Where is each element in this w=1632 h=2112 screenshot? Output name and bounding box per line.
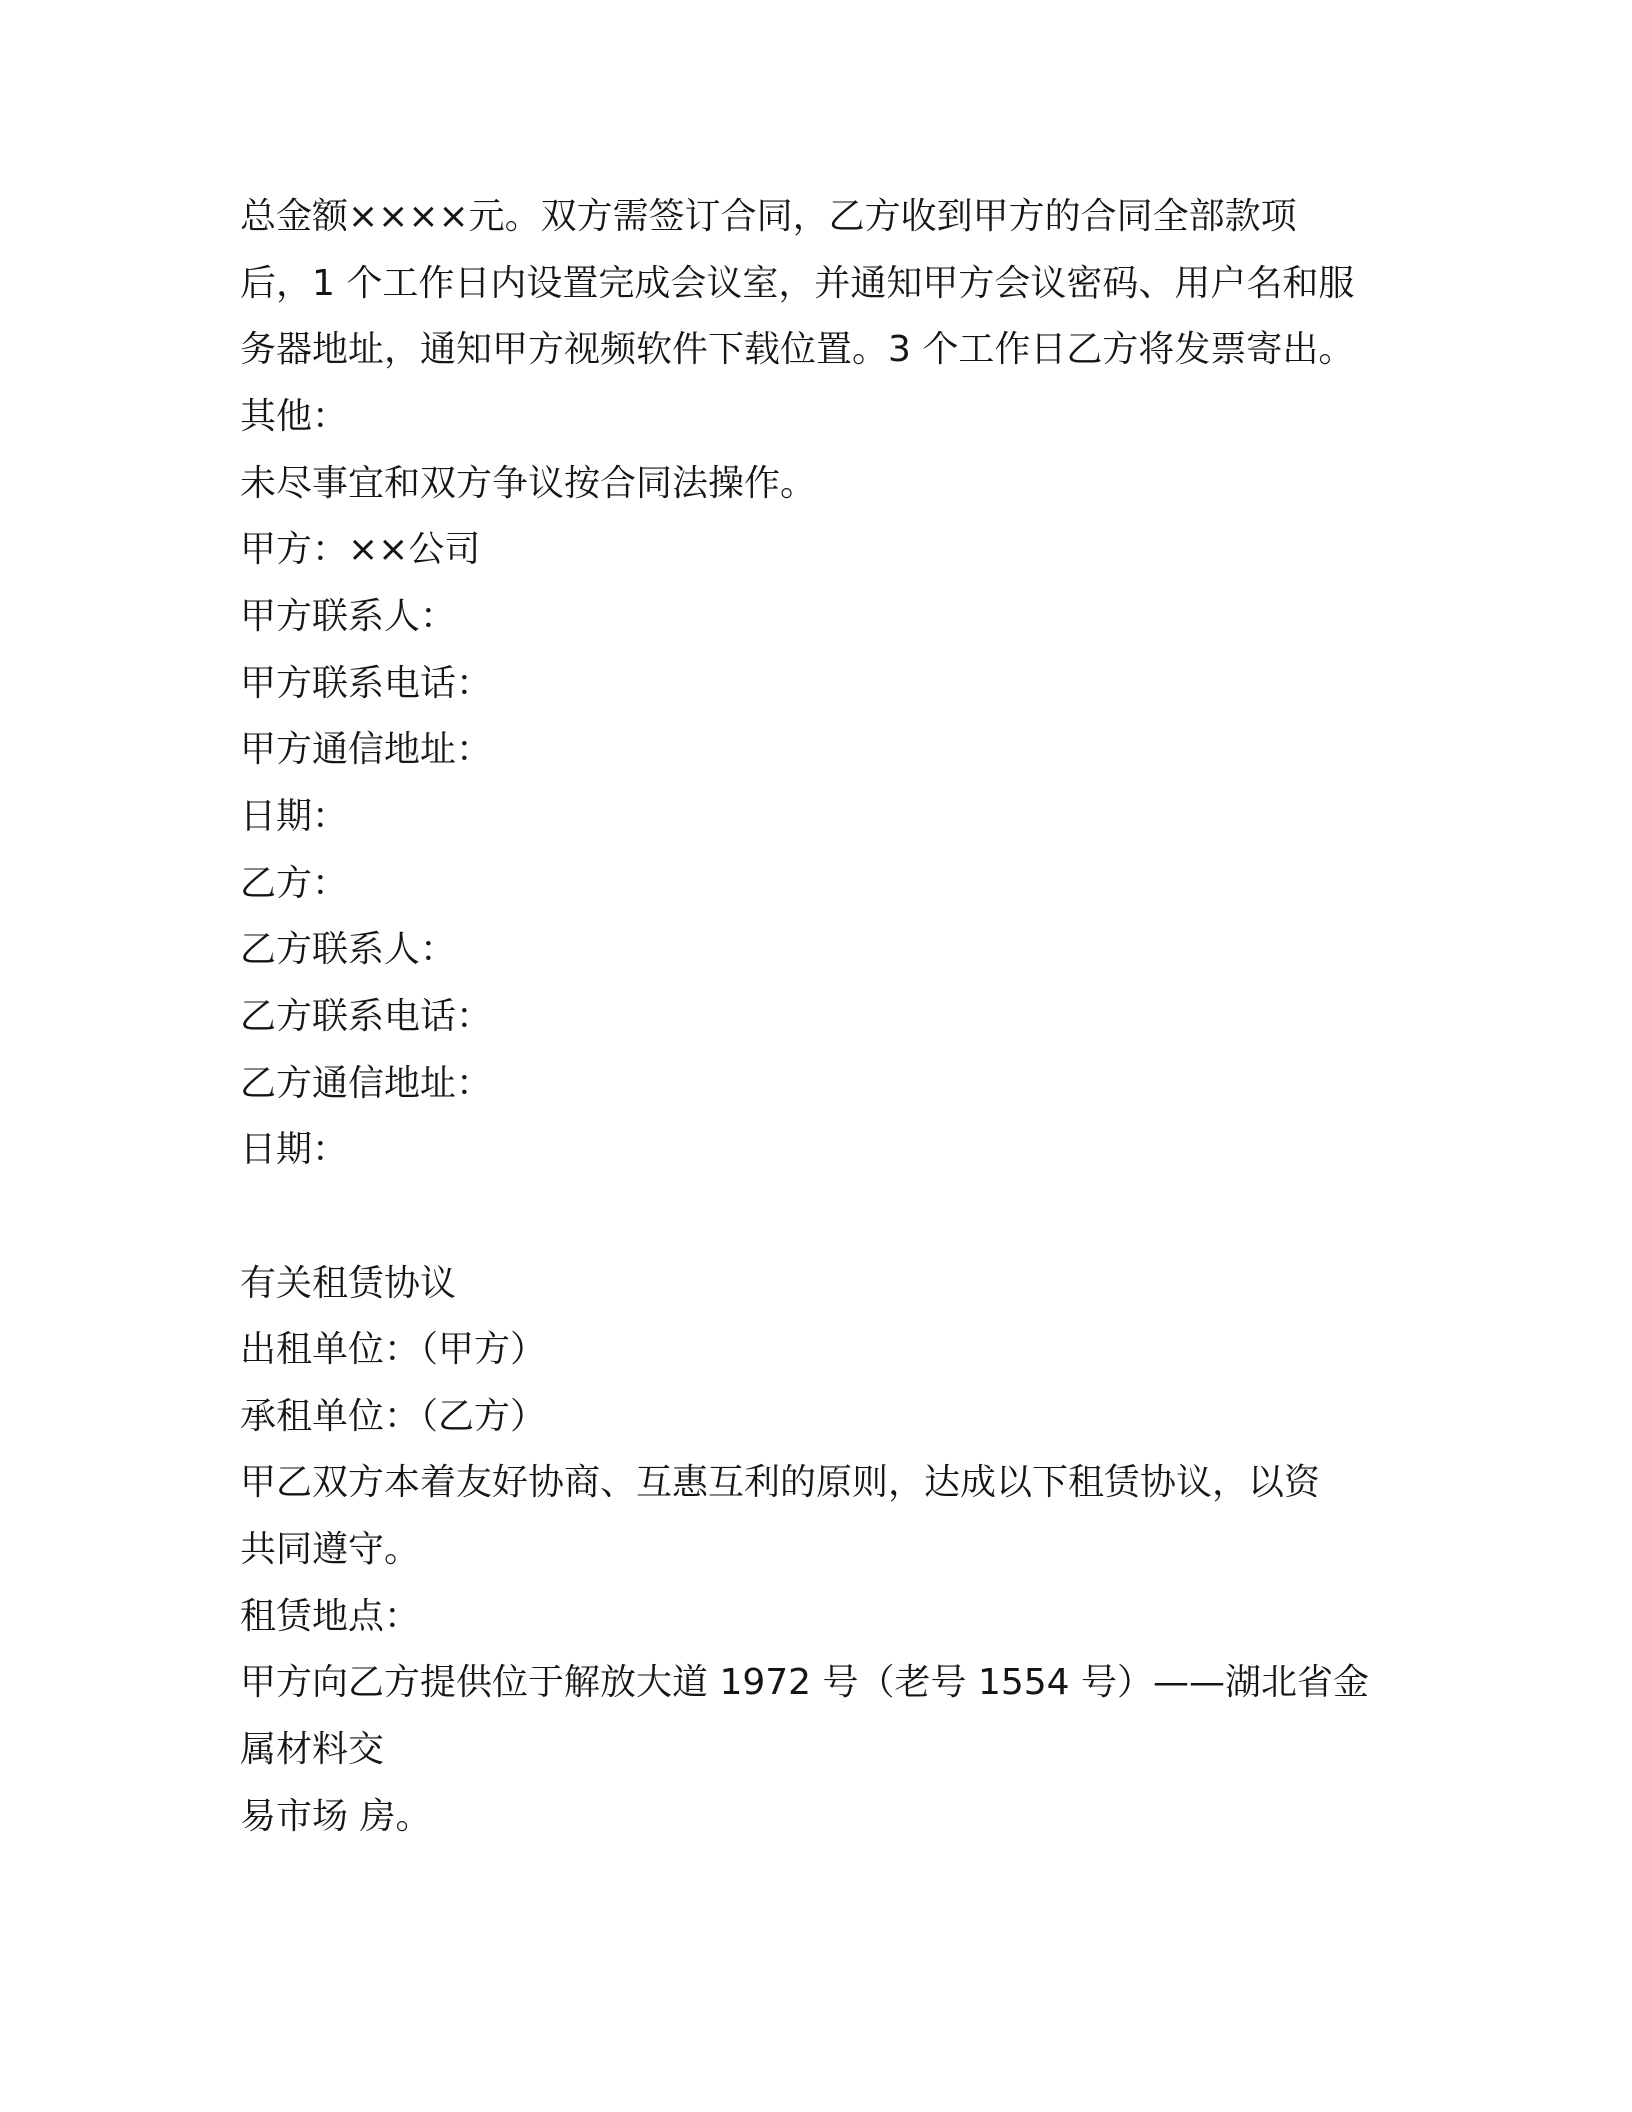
payment-terms-line-1: 总金额××××元。双方需签订合同，乙方收到甲方的合同全部款项 xyxy=(240,196,1297,237)
lease-agreement-title: 有关租赁协议 xyxy=(240,1262,457,1304)
other-terms-text: 未尽事宜和双方争议按合同法操作。 xyxy=(240,462,817,504)
party-b-address: 乙方通信地址： xyxy=(240,1062,493,1104)
lease-location-line-2: 属材料交 xyxy=(240,1729,385,1771)
lease-agreement-section xyxy=(240,1251,1480,1851)
agreement-intro-line-1: 甲乙双方本着友好协商、互惠互利的原则，达成以下租赁协议，以资 xyxy=(240,1462,1321,1504)
party-b-phone: 乙方联系电话： xyxy=(240,995,493,1037)
lease-location-heading: 租赁地点： xyxy=(240,1595,421,1637)
payment-terms-line-2: 后，1 个工作日内设置完成会议室，并通知甲方会议密码、用户名和服 xyxy=(240,262,1355,304)
lease-location-line-3: 易市场 房。 xyxy=(240,1795,432,1837)
agreement-intro-line-2: 共同遵守。 xyxy=(240,1529,421,1571)
lessee-line: 承租单位：（乙方） xyxy=(240,1395,547,1437)
party-a-phone: 甲方联系电话： xyxy=(240,662,493,704)
party-b-contact: 乙方联系人： xyxy=(240,929,457,971)
party-b-date: 日期： xyxy=(240,1129,349,1171)
lessor-line: 出租单位：（甲方） xyxy=(240,1329,547,1371)
party-b-name: 乙方： xyxy=(240,862,349,904)
party-a-contact: 甲方联系人： xyxy=(240,595,457,637)
lease-location-line-1: 甲方向乙方提供位于解放大道 1972 号（老号 1554 号）——湖北省金 xyxy=(240,1662,1370,1704)
contract-terms-section xyxy=(240,184,1480,1184)
payment-terms-line-3: 务器地址，通知甲方视频软件下载位置。3 个工作日乙方将发票寄出。 xyxy=(240,329,1355,371)
other-heading: 其他： xyxy=(240,395,349,437)
party-a-address: 甲方通信地址： xyxy=(240,729,493,771)
party-a-name: 甲方：××公司 xyxy=(240,529,481,571)
document-body xyxy=(240,184,1480,1850)
party-a-date: 日期： xyxy=(240,795,349,837)
